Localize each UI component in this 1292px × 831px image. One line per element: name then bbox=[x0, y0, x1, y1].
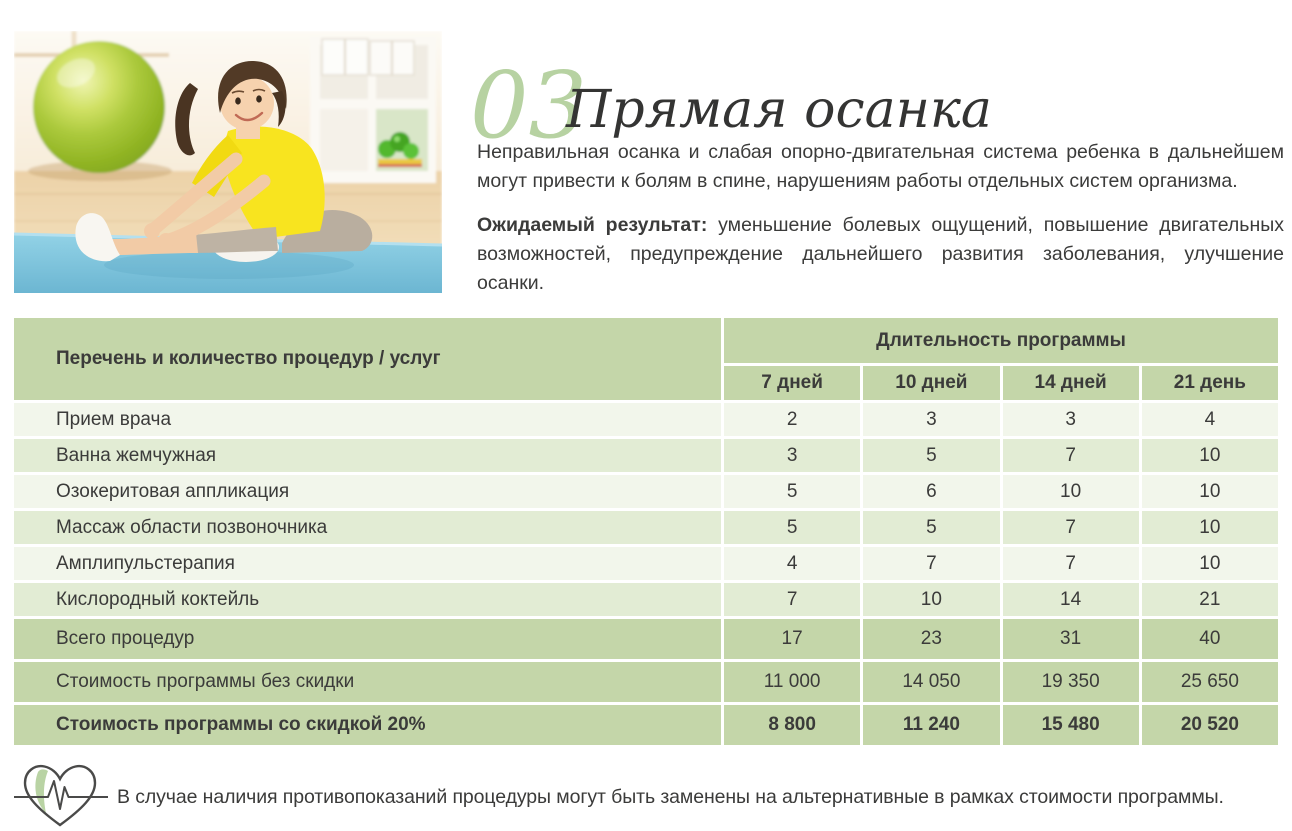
table-cell-value: 15 480 bbox=[1003, 705, 1139, 745]
expected-result-paragraph bbox=[477, 211, 1284, 298]
column-header-duration: Длительность программы bbox=[724, 318, 1278, 363]
program-number: 03 bbox=[470, 52, 588, 159]
table-row bbox=[14, 583, 1278, 616]
table-cell-value: 5 bbox=[863, 511, 999, 544]
table-cell-value: 7 bbox=[1003, 547, 1139, 580]
table-cell-value: 31 bbox=[1003, 619, 1139, 659]
table-cell-value: 14 bbox=[1003, 583, 1139, 616]
column-header-7-days: 7 дней bbox=[724, 366, 860, 400]
table-cell-value: 14 050 bbox=[863, 662, 999, 702]
row-label: Всего процедур bbox=[14, 619, 721, 659]
table-cell-value: 11 240 bbox=[863, 705, 999, 745]
table-cell-value: 7 bbox=[724, 583, 860, 616]
table-cell-value: 4 bbox=[1142, 403, 1278, 436]
table-header bbox=[14, 318, 1278, 400]
table-cell-value: 7 bbox=[1003, 511, 1139, 544]
row-label: Массаж области позвоночника bbox=[14, 511, 721, 544]
table-cell-value: 5 bbox=[724, 475, 860, 508]
column-header-14-days: 14 дней bbox=[1003, 366, 1139, 400]
table-cell-value: 5 bbox=[863, 439, 999, 472]
program-title: Прямая осанка bbox=[566, 80, 992, 140]
table-cell-value: 21 bbox=[1142, 583, 1278, 616]
table-cell-value: 3 bbox=[863, 403, 999, 436]
table-cell-value: 10 bbox=[863, 583, 999, 616]
table-cell-value: 11 000 bbox=[724, 662, 860, 702]
table-row-price-discount bbox=[14, 705, 1278, 745]
table-row-total-procedures bbox=[14, 619, 1278, 659]
row-label: Прием врача bbox=[14, 403, 721, 436]
table-cell-value: 40 bbox=[1142, 619, 1278, 659]
table-cell-value: 17 bbox=[724, 619, 860, 659]
expected-result-text: уменьшение болевых ощущений, повышение двигательных возможностей, предупреждение дальнейшего развития заболевания, улучшение осанки. bbox=[477, 214, 1284, 294]
column-header-10-days: 10 дней bbox=[863, 366, 999, 400]
heart-pulse-icon bbox=[8, 759, 112, 831]
table-cell-value: 19 350 bbox=[1003, 662, 1139, 702]
intro-paragraph: Неправильная осанка и слабая опорно-двигательная система ребенка в дальнейшем могут привести к болям в спине, нарушениям работы отдельных систем организма. bbox=[477, 141, 1284, 192]
table-cell-value: 20 520 bbox=[1142, 705, 1278, 745]
pricing-table bbox=[14, 318, 1278, 745]
table-cell-value: 10 bbox=[1142, 475, 1278, 508]
table-cell-value: 4 bbox=[724, 547, 860, 580]
footer-note: В случае наличия противопоказаний процедуры могут быть заменены на альтернативные в рамках стоимости программы. bbox=[117, 786, 1224, 808]
table-cell-value: 3 bbox=[1003, 403, 1139, 436]
table-row bbox=[14, 475, 1278, 508]
table-cell-value: 3 bbox=[724, 439, 860, 472]
table-cell-value: 5 bbox=[724, 511, 860, 544]
row-label: Кислородный коктейль bbox=[14, 583, 721, 616]
table-cell-value: 7 bbox=[1003, 439, 1139, 472]
table-cell-value: 23 bbox=[863, 619, 999, 659]
table-row bbox=[14, 403, 1278, 436]
table-cell-value: 10 bbox=[1142, 547, 1278, 580]
table-cell-value: 10 bbox=[1142, 439, 1278, 472]
expected-result-label: Ожидаемый результат: bbox=[477, 214, 708, 236]
column-header-procedures: Перечень и количество процедур / услуг bbox=[14, 318, 721, 400]
photo-child-stretching bbox=[14, 31, 442, 293]
table-row bbox=[14, 439, 1278, 472]
table-row bbox=[14, 511, 1278, 544]
table-cell-value: 10 bbox=[1142, 511, 1278, 544]
table-row-price-full bbox=[14, 662, 1278, 702]
row-label: Ванна жемчужная bbox=[14, 439, 721, 472]
row-label: Озокеритовая аппликация bbox=[14, 475, 721, 508]
column-header-21-days: 21 день bbox=[1142, 366, 1278, 400]
table-cell-value: 2 bbox=[724, 403, 860, 436]
row-label: Амплипульстерапия bbox=[14, 547, 721, 580]
row-label: Стоимость программы со скидкой 20% bbox=[14, 705, 721, 745]
table-cell-value: 25 650 bbox=[1142, 662, 1278, 702]
table-cell-value: 6 bbox=[863, 475, 999, 508]
row-label: Стоимость программы без скидки bbox=[14, 662, 721, 702]
table-cell-value: 10 bbox=[1003, 475, 1139, 508]
table-cell-value: 7 bbox=[863, 547, 999, 580]
table-cell-value: 8 800 bbox=[724, 705, 860, 745]
table-row bbox=[14, 547, 1278, 580]
